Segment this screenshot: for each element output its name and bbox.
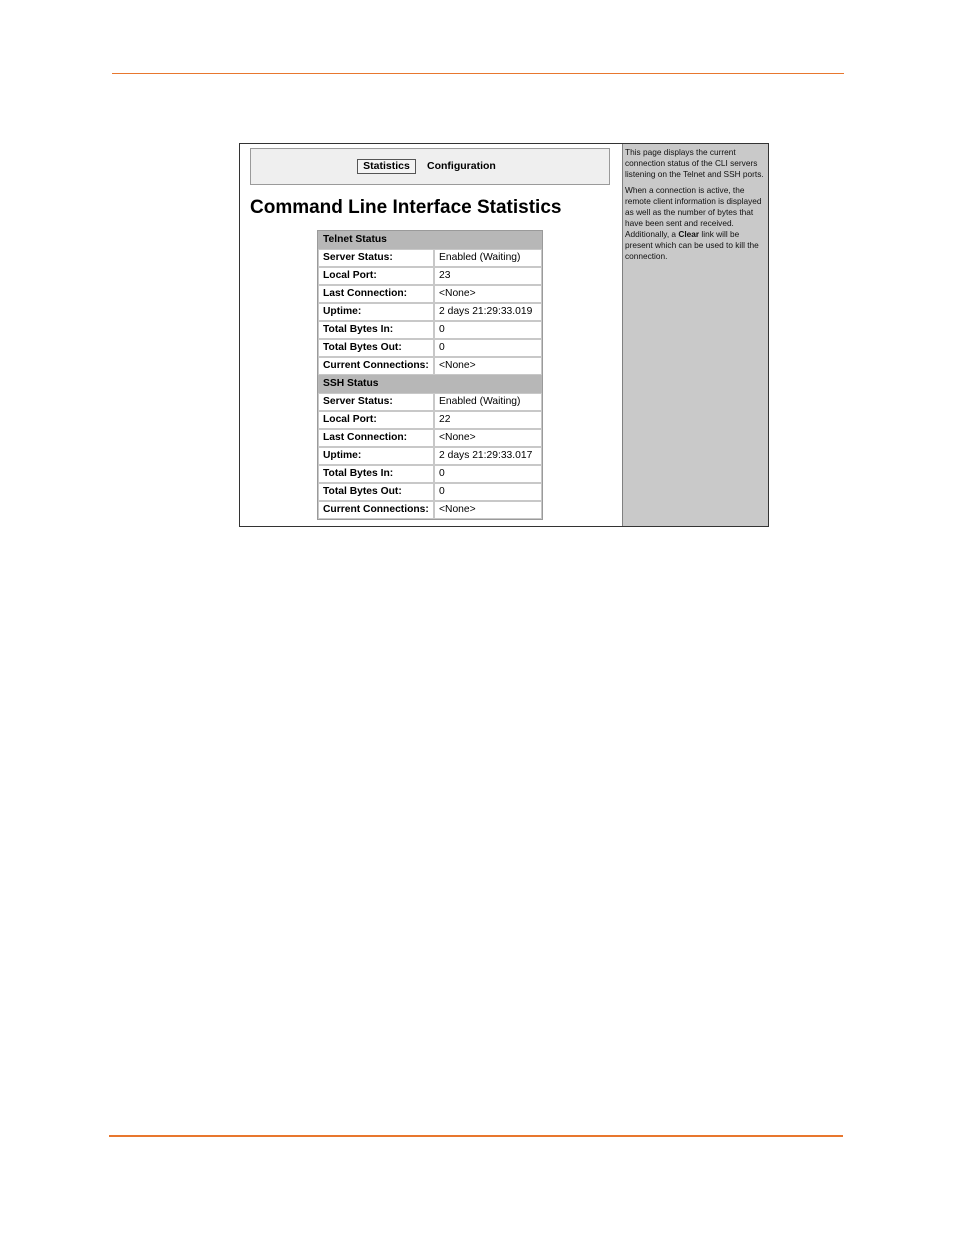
telnet-bytes-out-label: Total Bytes Out: [318, 339, 434, 357]
ssh-local-port-value: 22 [434, 411, 542, 429]
page-title: Command Line Interface Statistics [250, 197, 562, 218]
help-text-before-clear: When a connection is active, the remote client information is displayed as well as the number of bytes that have been sent and received. Additionally, a [625, 185, 762, 239]
table-row [318, 321, 542, 339]
ssh-uptime-label: Uptime: [318, 447, 434, 465]
page-top-rule [112, 73, 844, 74]
ssh-uptime-value: 2 days 21:29:33.017 [434, 447, 542, 465]
tab-statistics[interactable]: Statistics [357, 159, 416, 174]
table-row [318, 357, 542, 375]
ssh-server-status-label: Server Status: [318, 393, 434, 411]
help-text-after-clear: link will be present which can be used to kill the connection. [625, 229, 759, 261]
ssh-local-port-label: Local Port: [318, 411, 434, 429]
telnet-server-status-label: Server Status: [318, 249, 434, 267]
ssh-status-heading: SSH Status [318, 375, 542, 393]
cli-status-table [317, 230, 543, 520]
telnet-server-status-value: Enabled (Waiting) [434, 249, 542, 267]
telnet-bytes-out-value: 0 [434, 339, 542, 357]
table-row [318, 249, 542, 267]
telnet-local-port-label: Local Port: [318, 267, 434, 285]
ssh-last-connection-value: <None> [434, 429, 542, 447]
table-row [318, 267, 542, 285]
telnet-bytes-in-value: 0 [434, 321, 542, 339]
telnet-local-port-value: 23 [434, 267, 542, 285]
table-row [318, 429, 542, 447]
ssh-current-connections-label: Current Connections: [318, 501, 434, 519]
table-row [318, 447, 542, 465]
telnet-current-connections-label: Current Connections: [318, 357, 434, 375]
table-row [318, 501, 542, 519]
telnet-current-connections-value: <None> [434, 357, 542, 375]
table-row [318, 465, 542, 483]
help-paragraph-status: This page displays the current connection status of the CLI servers listening on the Telnet and SSH ports. [625, 147, 764, 179]
help-paragraph-connection [625, 185, 766, 262]
help-clear-term: Clear [678, 229, 700, 239]
ssh-status-header-row [318, 375, 542, 393]
page-bottom-rule [109, 1135, 843, 1137]
main-content [240, 144, 622, 526]
telnet-status-heading: Telnet Status [318, 231, 542, 249]
table-row [318, 285, 542, 303]
telnet-uptime-value: 2 days 21:29:33.019 [434, 303, 542, 321]
telnet-last-connection-value: <None> [434, 285, 542, 303]
cli-statistics-screenshot [239, 143, 769, 527]
ssh-bytes-in-value: 0 [434, 465, 542, 483]
tab-bar [250, 148, 610, 185]
ssh-server-status-value: Enabled (Waiting) [434, 393, 542, 411]
ssh-current-connections-value: <None> [434, 501, 542, 519]
telnet-uptime-label: Uptime: [318, 303, 434, 321]
table-row [318, 339, 542, 357]
help-panel [622, 144, 768, 526]
table-row [318, 393, 542, 411]
ssh-bytes-in-label: Total Bytes In: [318, 465, 434, 483]
table-row [318, 483, 542, 501]
table-row [318, 303, 542, 321]
telnet-bytes-in-label: Total Bytes In: [318, 321, 434, 339]
telnet-status-header-row [318, 231, 542, 249]
ssh-bytes-out-label: Total Bytes Out: [318, 483, 434, 501]
tab-configuration[interactable]: Configuration [427, 160, 496, 172]
ssh-last-connection-label: Last Connection: [318, 429, 434, 447]
telnet-last-connection-label: Last Connection: [318, 285, 434, 303]
ssh-bytes-out-value: 0 [434, 483, 542, 501]
table-row [318, 411, 542, 429]
